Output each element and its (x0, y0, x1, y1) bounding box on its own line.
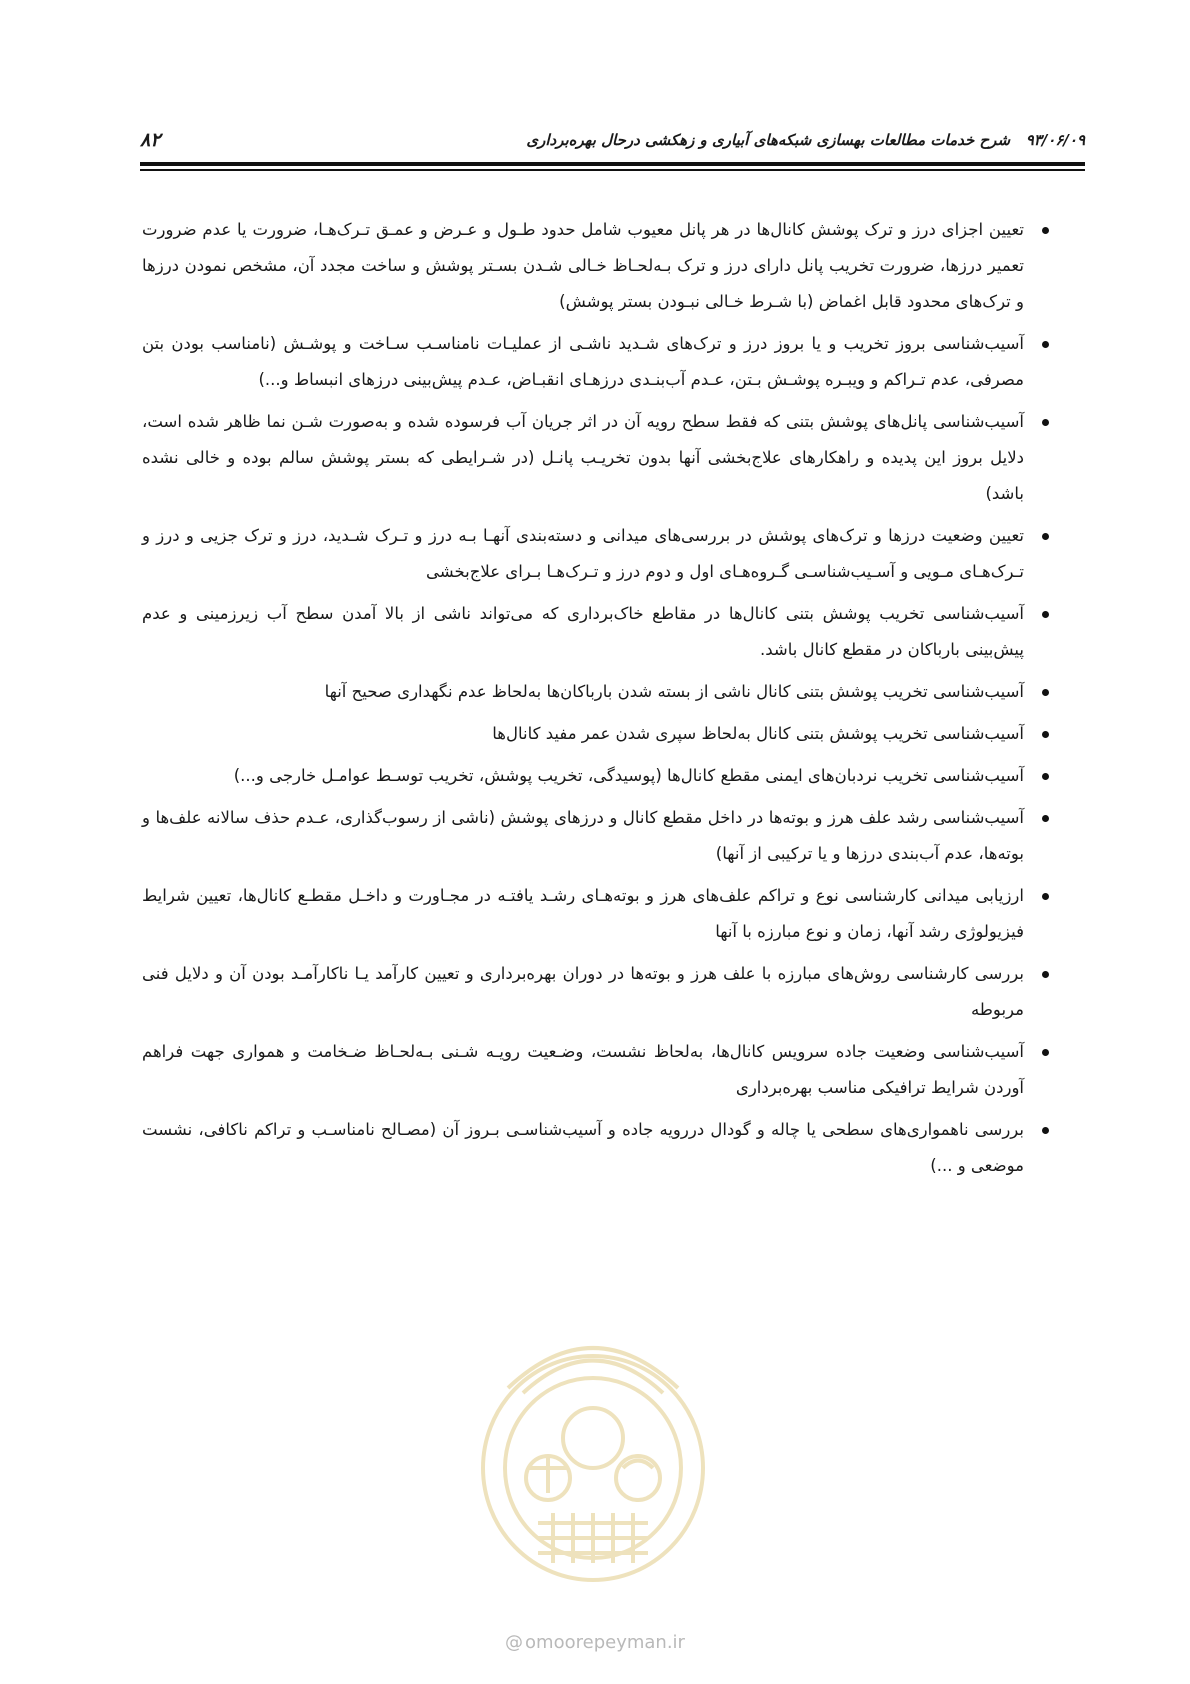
list-item (142, 596, 1052, 668)
header-title-text: شرح خدمات مطالعات بهسازی شبکه‌های آبیاری و زهکشی درحال بهره‌برداری (526, 131, 1011, 149)
list-item (142, 758, 1052, 794)
list-item-text: آسیب‌شناسی تخریب پوشش بتنی کانال‌ها در مقاطع خاک‌برداری که می‌تواند ناشی از بالا آمدن سطح آب زیرزمینی و عدم پیش‌بینی بارباکان در مقطع کانال باشد. (142, 604, 1024, 659)
list-item-text: تعیین اجزای درز و ترک پوشش کانال‌ها در هر پانل معیوب شامل حدود طـول و عـرض و عمـق تـرک‌هـا، ضرورت یا عدم ضرورت تعمیر درزها، ضرورت تخریب پانل دارای درز و ترک بـه‌لحـاظ خـالی شـدن بسـتر پوشش و ساخت مجدد آن، مشخص نمودن درزها و ترک‌های محدود قابل اغماض (با شـرط خـالی نبـودن بستر پوشش) (142, 220, 1024, 311)
list-item-text: بررسی کارشناسی روش‌های مبارزه با علف هرز و بوته‌ها در دوران بهره‌برداری و تعیین کارآمد یـا ناکارآمـد بودن آن و دلایل فنی مربوطه (142, 964, 1024, 1019)
bullet-icon (1042, 419, 1049, 426)
list-item (142, 1034, 1052, 1106)
list-item (142, 878, 1052, 950)
list-item (142, 212, 1052, 320)
bullet-icon (1042, 773, 1049, 780)
list-item-text: آسیب‌شناسی وضعیت جاده سرویس کانال‌ها، به‌لحاظ نشست، وضـعیت رویـه شـنی بـه‌لحـاظ ضـخامت و همواری جهت فراهم آوردن شرایط ترافیکی مناسب بهره‌برداری (142, 1042, 1024, 1097)
bullet-icon (1042, 1127, 1049, 1134)
bullet-icon (1042, 815, 1049, 822)
list-item-text: آسیب‌شناسی پانل‌های پوشش بتنی که فقط سطح رویه آن در اثر جریان آب فرسوده شده و به‌صورت شـن نما ظاهر شده است، دلایل بروز این پدیده و راهکارهای علاج‌بخشی آنها بدون تخریـب پانـل (در شـرایطی که بستر پوشش سالم بوده و خالی نشده باشد) (142, 412, 1024, 503)
watermark-url-text: omoorepeyman.ir (525, 1632, 685, 1653)
list-item-text: بررسی ناهمواری‌های سطحی یا چاله و گودال دررویه جاده و آسیب‌شناسـی بـروز آن (مصـالح نامناسـب و تراکم ناکافی، نشست موضعی و ...) (142, 1120, 1024, 1175)
page-body (142, 212, 1052, 1190)
list-item (142, 674, 1052, 710)
at-sign-icon: @ (505, 1632, 524, 1653)
bullet-icon (1042, 533, 1049, 540)
header-date: ۹۳/۰۶/۰۹ (1025, 131, 1085, 149)
list-item-text: آسیب‌شناسی بروز تخریب و یا بروز درز و ترک‌های شـدید ناشـی از عملیـات نامناسـب سـاخت و پوشـش (نامناسب بودن بتن مصرفی، عدم تـراکم و ویبـره پوشـش بـتن، عـدم آب‌بنـدی درزهـای انقبـاض، عـدم پیش‌بینی درزهای انبساط و...) (142, 334, 1024, 389)
seal-watermark-icon (468, 1318, 718, 1588)
bullet-icon (1042, 893, 1049, 900)
list-item (142, 800, 1052, 872)
list-item-text: آسیب‌شناسی رشد علف هرز و بوته‌ها در داخل مقطع کانال و درزهای پوشش (ناشی از رسوب‌گذاری، عـدم حذف سالانه علف‌ها و بوته‌ها، عدم آب‌بندی درزها و یا ترکیبی از آنها) (142, 808, 1024, 863)
list-item (142, 326, 1052, 398)
bullet-icon (1042, 227, 1049, 234)
header-rule-thick (140, 162, 1085, 166)
bullet-icon (1042, 341, 1049, 348)
bullet-icon (1042, 689, 1049, 696)
list-item-text: آسیب‌شناسی تخریب نردبان‌های ایمنی مقطع کانال‌ها (پوسیدگی، تخریب پوشش، تخریب توسـط عوامـل خارجی و...) (233, 766, 1024, 785)
page-header (140, 128, 1085, 152)
list-item-text: آسیب‌شناسی تخریب پوشش بتنی کانال به‌لحاظ سپری شدن عمر مفید کانال‌ها (492, 724, 1024, 743)
bullet-list (142, 212, 1052, 1184)
list-item (142, 518, 1052, 590)
list-item (142, 1112, 1052, 1184)
bullet-icon (1042, 611, 1049, 618)
list-item-text: ارزیابی میدانی کارشناسی نوع و تراکم علف‌های هرز و بوته‌هـای رشـد یافتـه در مجـاورت و داخـل مقطـع کانال‌ها، تعیین شرایط فیزیولوژی رشد آنها، زمان و نوع مبارزه با آنها (142, 886, 1024, 941)
header-rule-thin (140, 169, 1085, 171)
list-item (142, 716, 1052, 752)
page-number: ۸۲ (140, 129, 161, 151)
watermark-url (0, 1632, 1190, 1653)
list-item (142, 404, 1052, 512)
list-item-text: تعیین وضعیت درزها و ترک‌های پوشش در بررسی‌های میدانی و دسته‌بندی آنهـا بـه درز و تـرک شـدید، درز و ترک جزیی و درز و تـرک‌هـای مـویی و آسـیب‌شناسـی گـروه‌هـای اول و دوم درز و تـرک‌هـا بـرای علاج‌بخشی (142, 526, 1024, 581)
bullet-icon (1042, 1049, 1049, 1056)
bullet-icon (1042, 731, 1049, 738)
header-title (526, 128, 1085, 152)
bullet-icon (1042, 971, 1049, 978)
list-item (142, 956, 1052, 1028)
list-item-text: آسیب‌شناسی تخریب پوشش بتنی کانال ناشی از بسته شدن بارباکان‌ها به‌لحاظ عدم نگهداری صحیح آنها (324, 682, 1024, 701)
